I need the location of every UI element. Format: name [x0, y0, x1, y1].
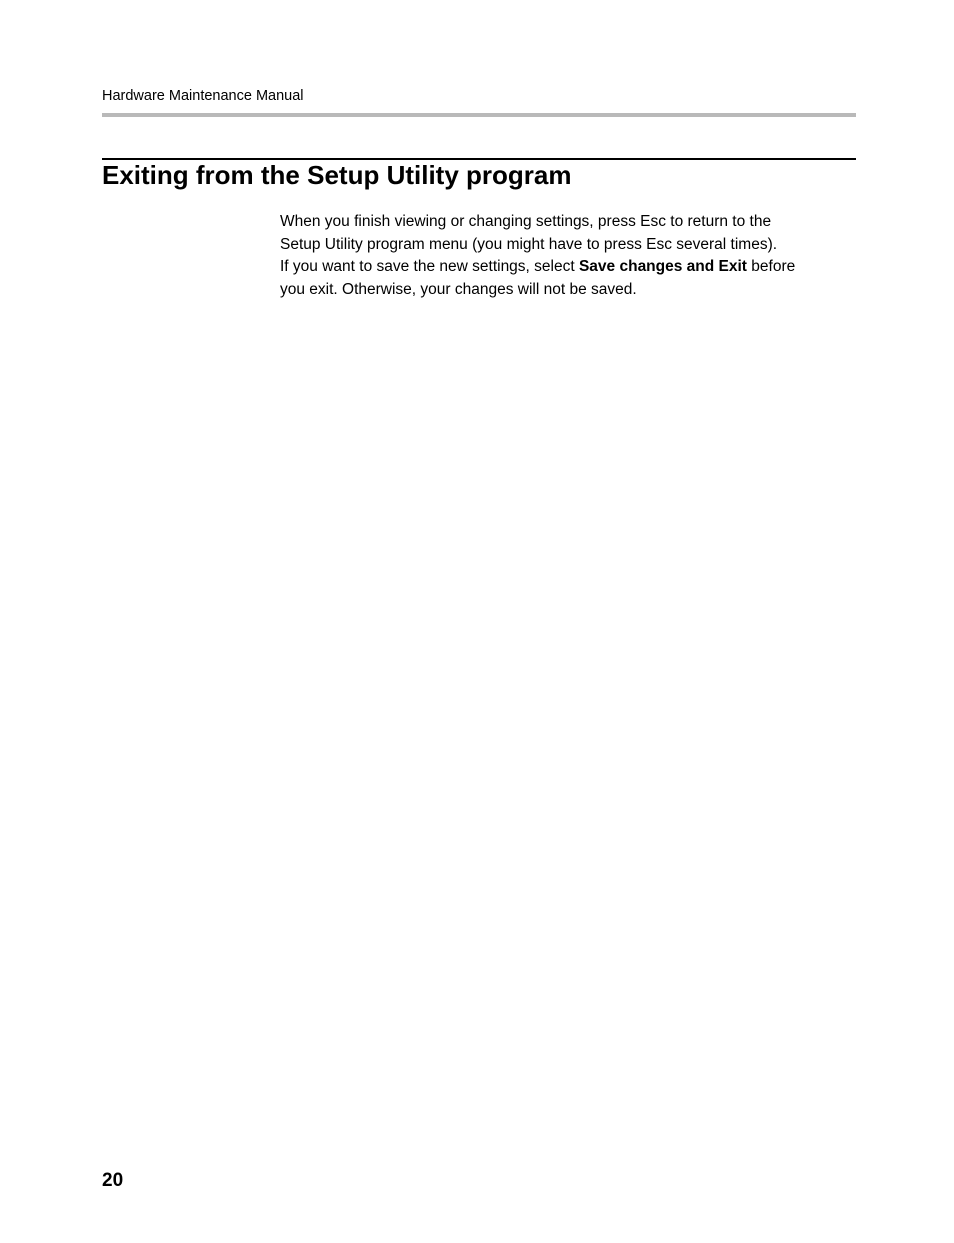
- section-title: Exiting from the Setup Utility program: [102, 160, 572, 190]
- body-line-3-start: If you want to save the new settings, select: [280, 258, 579, 275]
- save-changes-and-exit-term: Save changes and Exit: [578, 258, 747, 275]
- running-header: Hardware Maintenance Manual: [102, 88, 304, 104]
- body-line-3: [280, 256, 856, 279]
- page-number: 20: [102, 1170, 124, 1191]
- body-line-2: Setup Utility program menu (you might have to press Esc several times).: [280, 235, 778, 253]
- body-line-4: you exit. Otherwise, your changes will not be saved.: [280, 280, 637, 298]
- header-divider: [102, 113, 856, 117]
- body-line-1: When you finish viewing or changing settings, press Esc to return to the: [280, 213, 772, 230]
- body-line-3-end: before: [746, 258, 796, 275]
- body-paragraph: [280, 211, 856, 301]
